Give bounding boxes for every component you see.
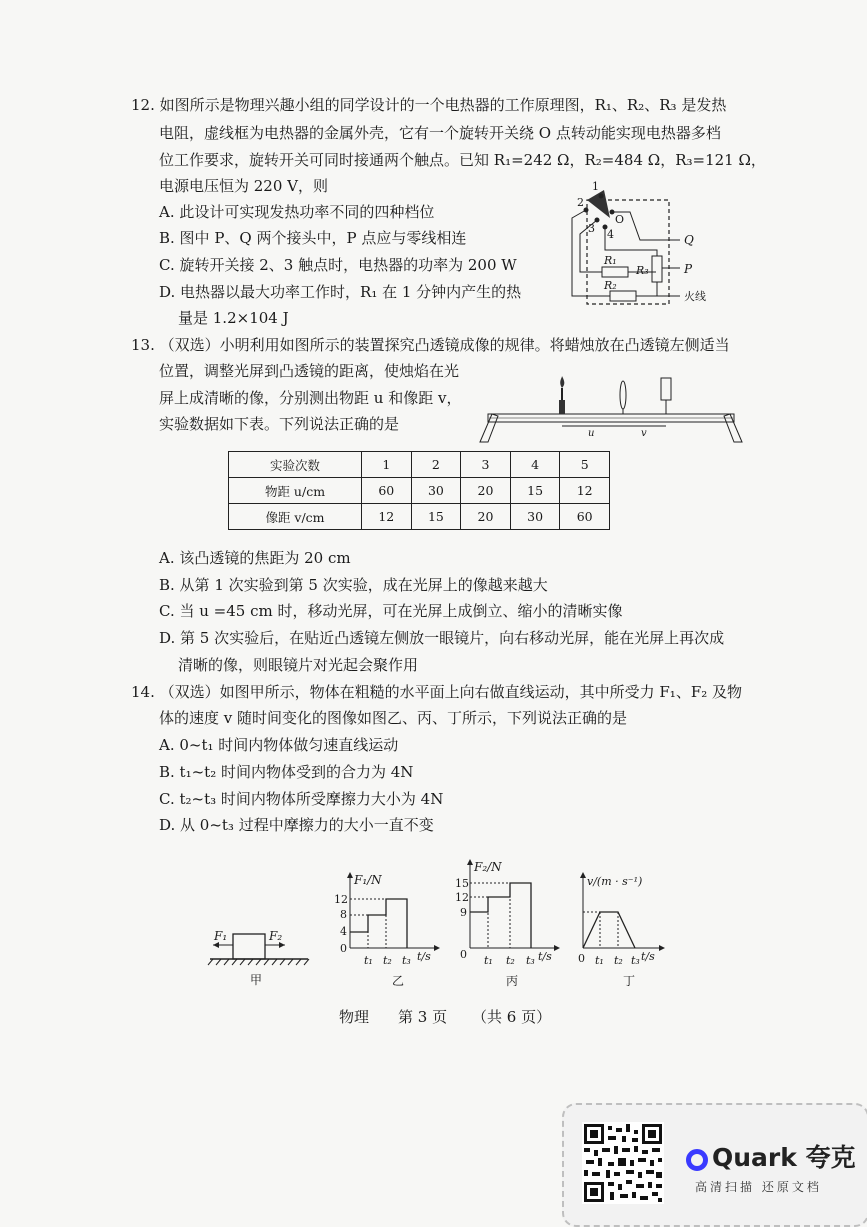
q12-line-2: 电阻，虚线框为电热器的金属外壳，它有一个旋转开关绕 O 点转动能实现电热器多档	[159, 124, 721, 142]
q14-option-c: C. t₂~t₃ 时间内物体所受摩擦力大小为 4N	[159, 790, 444, 808]
q13-line-2: 位置，调整光屏到凸透镜的距离，使烛焰在光	[159, 362, 460, 380]
force-f2-label: F₂	[269, 929, 283, 943]
q14-line-2: 体的速度 v 随时间变化的图像如图乙、丙、丁所示，下列说法正确的是	[159, 709, 628, 727]
fig-ding-origin: 0	[578, 952, 585, 965]
q12-line-4: 电源电压恒为 220 V，则	[159, 177, 328, 195]
table-cell: 物距 u/cm	[229, 478, 362, 504]
quark-logo	[686, 1138, 856, 1174]
table-cell: 2	[411, 452, 461, 478]
fig-ding-ylabel: v/(m · s⁻¹)	[587, 875, 643, 888]
table-cell: 15	[510, 478, 560, 504]
q13-option-d: D. 第 5 次实验后，在贴近凸透镜左侧放一眼镜片，向右移动光屏，能在光屏上再次成	[159, 629, 725, 647]
fig-bing-xtick-t3: t₃	[526, 954, 535, 967]
table-cell: 20	[461, 478, 511, 504]
q12-option-a: A. 此设计可实现发热功率不同的四种档位	[159, 203, 435, 221]
fig-bing-xunit: t/s	[538, 950, 552, 963]
fig-ding-velocity-graph	[575, 868, 670, 993]
q12-circuit-diagram	[560, 178, 730, 313]
fig-bing-caption: 丙	[506, 974, 519, 988]
table-cell: 3	[461, 452, 511, 478]
terminal-p: P	[684, 262, 693, 276]
contact-3: 3	[588, 222, 595, 235]
fig-bing-xtick-t2: t₂	[506, 954, 515, 967]
fig-ding-caption: 丁	[623, 974, 636, 988]
fig-bing-xtick-t1: t₁	[484, 954, 493, 967]
qr-code-icon	[582, 1122, 664, 1204]
fig-ding-xtick-t1: t₁	[595, 954, 604, 967]
r2-label: R₂	[604, 279, 617, 292]
table-cell: 实验次数	[229, 452, 362, 478]
q13-line-1: 13. （双选）小明利用如图所示的装置探究凸透镜成像的规律。将蜡烛放在凸透镜左侧适当	[131, 336, 730, 354]
force-f1-label: F₁	[214, 929, 228, 943]
fig-yi-caption: 乙	[392, 974, 405, 988]
contact-1: 1	[592, 180, 599, 193]
q12-option-d: D. 电热器以最大功率工作时，R₁ 在 1 分钟内产生的热	[159, 283, 522, 301]
fig-yi-f1-graph	[330, 868, 445, 993]
r1-label: R₁	[604, 254, 617, 267]
table-cell: 5	[560, 452, 610, 478]
fig-yi-ytick-4: 4	[340, 925, 347, 938]
fig-yi-ytick-0: 0	[340, 942, 347, 955]
r3-label: R₃	[636, 264, 649, 277]
q13-option-b: B. 从第 1 次实验到第 5 次实验，成在光屏上的像越来越大	[159, 576, 548, 594]
fig-bing-ytick-12: 12	[455, 891, 469, 904]
q12-option-c: C. 旋转开关接 2、3 触点时，电热器的功率为 200 W	[159, 256, 517, 274]
q14-option-d: D. 从 0~t₃ 过程中摩擦力的大小一直不变	[159, 816, 434, 834]
q12-line-3: 位工作要求，旋转开关可同时接通两个触点。已知 R₁=242 Ω，R₂=484 Ω，R₃=121 Ω，	[159, 151, 766, 169]
q12-line-1: 12. 如图所示是物理兴趣小组的同学设计的一个电热器的工作原理图，R₁、R₂、R₃ 是发热	[131, 96, 727, 114]
table-cell: 像距 v/cm	[229, 504, 362, 530]
terminal-q: Q	[684, 233, 694, 247]
q13-line-4: 实验数据如下表。下列说法正确的是	[159, 415, 400, 433]
table-row	[229, 478, 610, 504]
table-cell: 1	[362, 452, 412, 478]
bench-label-v: v	[641, 428, 647, 439]
table-cell: 15	[411, 504, 461, 530]
fig-ding-xtick-t2: t₂	[614, 954, 623, 967]
q13-line-3: 屏上成清晰的像，分别测出物距 u 和像距 v，	[159, 389, 462, 407]
fig-yi-xtick-t3: t₃	[402, 954, 411, 967]
fig-yi-xtick-t2: t₂	[383, 954, 392, 967]
fig-bing-ytick-9: 9	[460, 906, 467, 919]
fig-bing-f2-graph	[450, 855, 565, 993]
quark-brand-text: Quark 夸克	[712, 1143, 856, 1172]
fig-ding-xtick-t3: t₃	[631, 954, 640, 967]
q13-data-table	[228, 451, 610, 530]
fig-bing-ytick-15: 15	[455, 877, 469, 890]
fig-yi-xunit: t/s	[417, 950, 431, 963]
q14-option-b: B. t₁~t₂ 时间内物体受到的合力为 4N	[159, 763, 414, 781]
table-row	[229, 452, 610, 478]
fig-bing-ytick-0: 0	[460, 948, 467, 961]
fig-ding-xunit: t/s	[641, 950, 655, 963]
contact-4: 4	[607, 228, 614, 241]
table-cell: 4	[510, 452, 560, 478]
q12-option-d-cont: 量是 1.2×104 J	[178, 309, 289, 327]
table-cell: 30	[411, 478, 461, 504]
table-cell: 20	[461, 504, 511, 530]
q13-option-c: C. 当 u =45 cm 时，移动光屏，可在光屏上成倒立、缩小的清晰实像	[159, 602, 623, 620]
q14-option-a: A. 0~t₁ 时间内物体做匀速直线运动	[159, 736, 399, 754]
q13-optical-bench	[478, 368, 746, 446]
quark-ring-icon	[686, 1149, 708, 1171]
footer-subject: 物理	[339, 1008, 370, 1026]
table-cell: 12	[560, 478, 610, 504]
footer-page: 第 3 页	[398, 1008, 448, 1026]
fig-jia-caption: 甲	[250, 973, 263, 987]
fig-yi-ytick-8: 8	[340, 908, 347, 921]
table-cell: 60	[560, 504, 610, 530]
fig-yi-ylabel: F₁/N	[354, 873, 382, 887]
table-cell: 60	[362, 478, 412, 504]
q14-line-1: 14. （双选）如图甲所示，物体在粗糙的水平面上向右做直线运动，其中所受力 F₁、F₂ 及物	[131, 683, 743, 701]
fig-yi-xtick-t1: t₁	[364, 954, 373, 967]
terminal-live: 火线	[684, 290, 706, 303]
q13-option-d-cont: 清晰的像，则眼镜片对光起会聚作用	[178, 656, 419, 674]
q13-option-a: A. 该凸透镜的焦距为 20 cm	[159, 549, 351, 567]
contact-2: 2	[577, 196, 584, 209]
table-row	[229, 504, 610, 530]
bench-label-u: u	[588, 428, 595, 439]
quark-slogan: 高清扫描 还原文档	[695, 1180, 822, 1194]
table-cell: 12	[362, 504, 412, 530]
fig-yi-ytick-12: 12	[334, 893, 348, 906]
fig-bing-ylabel: F₂/N	[474, 860, 502, 874]
q12-option-b: B. 图中 P、Q 两个接头中，P 点应与零线相连	[159, 229, 467, 247]
footer-total: （共 6 页）	[472, 1008, 552, 1026]
fig-jia-block-diagram	[205, 915, 310, 990]
contact-o: O	[615, 213, 625, 226]
table-cell: 30	[510, 504, 560, 530]
